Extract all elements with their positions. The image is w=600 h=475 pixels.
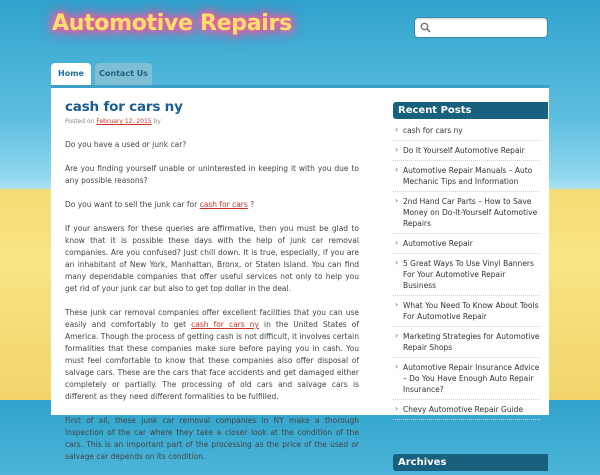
recent-post-link[interactable]: › Automotive Repair Manuals – Auto Mechanic Tips and Information [393, 161, 540, 192]
post-body [65, 139, 359, 463]
tab-home[interactable]: Home [51, 63, 91, 85]
site-title[interactable]: Automotive Repairs [52, 11, 292, 36]
cash-for-cars-ny-link[interactable]: cash for cars ny [191, 320, 259, 329]
search-input[interactable] [433, 20, 543, 35]
meta-by: by [153, 118, 161, 125]
recent-posts-list [393, 119, 548, 420]
archives-title: Archives [393, 454, 548, 471]
paragraph-text: ? [247, 200, 255, 209]
paragraph-text: These junk car removal companies offer excellent facilities that you can use easily and comfortably to get [65, 308, 359, 329]
paragraph-text: in the United States of America. Though the process of getting cash is not difficult, it involves certain formalities that these companies make sure before paying you in cash. You must feel comfortable to know that these companies also offer disposal of salvage cars. These are the cars that face accidents and get damaged either completely or partially. The processing of old cars and salvage cars is different as they need different formalities to be fulfilled. [65, 320, 360, 401]
content-box [51, 85, 549, 468]
cash-for-cars-link[interactable]: cash for cars [199, 200, 248, 209]
recent-post-link[interactable]: › 2nd Hand Car Parts – How to Save Money on Do-It-Yourself Automotive Repairs [393, 192, 540, 234]
paragraph [65, 199, 359, 211]
recent-post-link[interactable]: › 5 Great Ways To Use Vinyl Banners For Your Automotive Repair Business [393, 254, 540, 296]
recent-post-link[interactable]: › Do It Yourself Automotive Repair [393, 141, 540, 161]
post-meta [65, 118, 359, 125]
post [65, 88, 359, 475]
post-date-link[interactable]: February 12, 2015 [96, 118, 152, 125]
sidebar [393, 102, 548, 471]
recent-posts-title: Recent Posts [393, 102, 548, 119]
paragraph: Do you have a used or junk car? [65, 140, 187, 149]
post-title[interactable]: cash for cars ny [65, 99, 183, 115]
paragraph: If your answers for these queries are affirmative, then you must be glad to know that it is possible these days with the help of junk car removal companies. Are you confused? Just chill down. It is true, especially, if you are an inhabitant of New York, Manhattan, Bronx, or Staten Island. You can find many dependable companies that offer useful services not only to help you get rid of your junk car but also to get top dollar in the deal. [65, 224, 359, 293]
recent-post-link[interactable]: › Automotive Repair Insurance Advice – Do You Have Enough Auto Repair Insurance? [393, 358, 540, 400]
paragraph: Are you finding yourself unable or uninterested in keeping it with you due to any possible reasons? [65, 164, 359, 185]
paragraph [65, 307, 359, 403]
search-icon [420, 22, 431, 33]
recent-post-link[interactable]: › Chevy Automotive Repair Guide [393, 400, 540, 420]
recent-post-link[interactable]: › cash for cars ny [393, 121, 540, 141]
recent-post-link[interactable]: › Automotive Repair [393, 234, 540, 254]
tab-contact-us[interactable]: Contact Us [95, 63, 152, 85]
paragraph: First of all, these junk car removal companies in NY make a thorough inspection of the car where they take a closer look at the condition of the cars. This is an important part of the processing as the price of the used or salvage car depends on its condition. [65, 416, 359, 461]
search-box[interactable] [414, 17, 548, 38]
meta-prefix: Posted on [65, 118, 95, 125]
paragraph-text: Do you want to sell the junk car for [65, 200, 200, 209]
recent-post-link[interactable]: › What You Need To Know About Tools For Automotive Repair [393, 296, 540, 327]
recent-post-link[interactable]: › Marketing Strategies for Automotive Repair Shops [393, 327, 540, 358]
